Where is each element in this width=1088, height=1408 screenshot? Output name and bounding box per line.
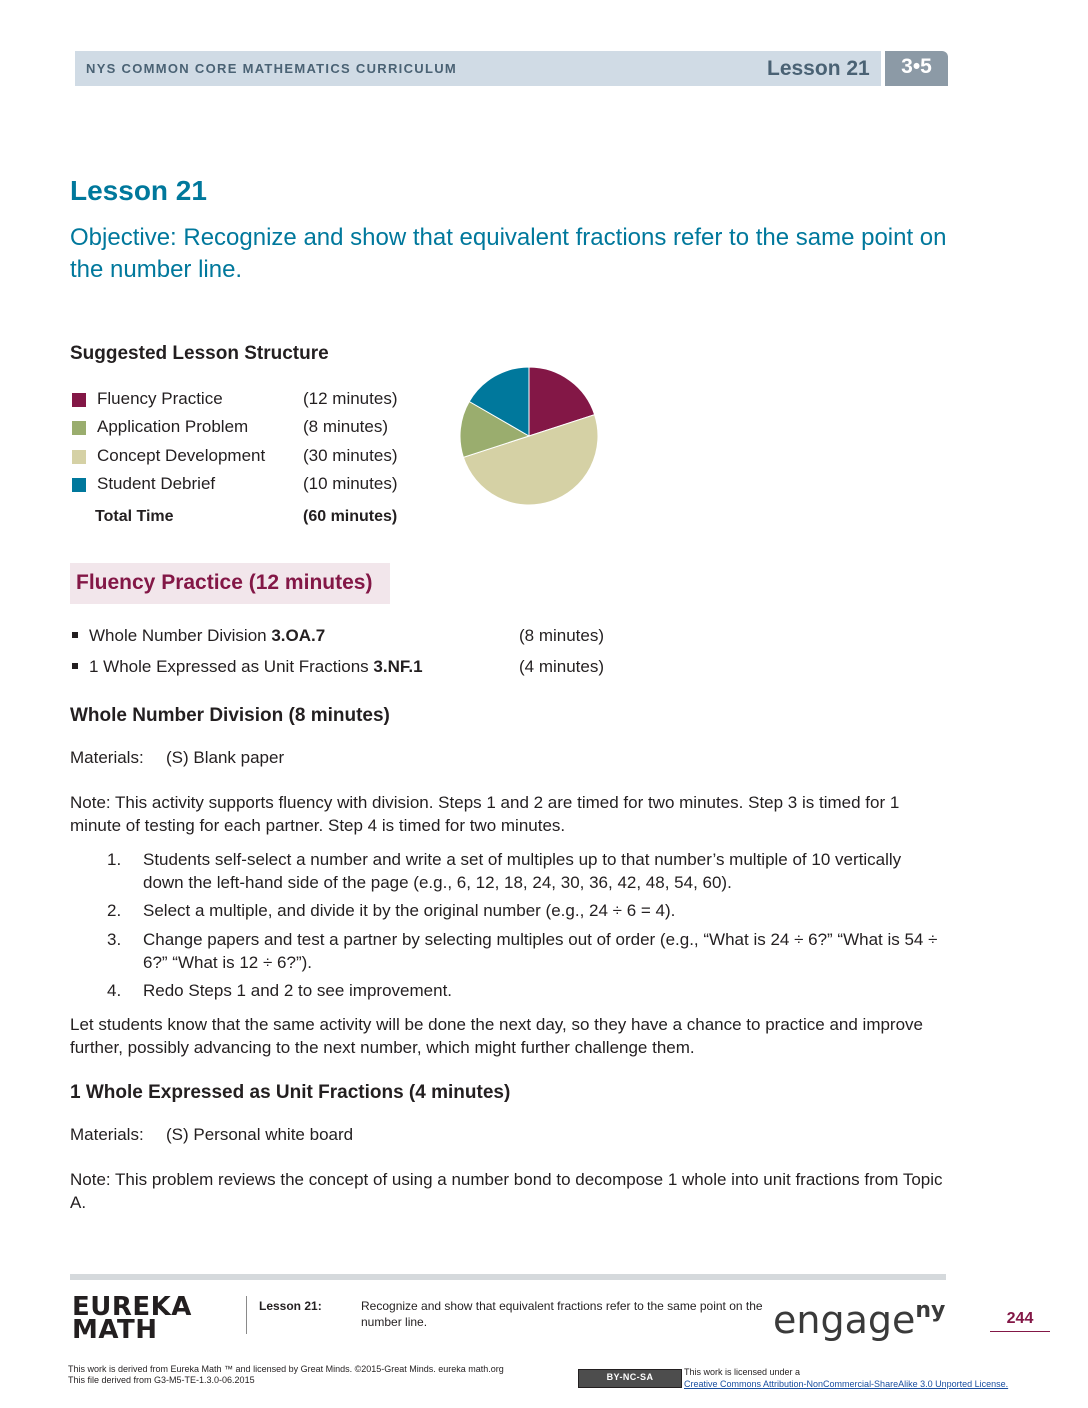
structure-row-time: (8 minutes) bbox=[303, 417, 389, 436]
materials-label: Materials: bbox=[70, 748, 144, 767]
legend-swatch bbox=[72, 478, 86, 492]
unit-fractions-heading: 1 Whole Expressed as Unit Fractions (4 minutes) bbox=[70, 1082, 511, 1103]
total-time-value: (60 minutes) bbox=[303, 508, 398, 525]
structure-row bbox=[72, 446, 432, 470]
eureka-math-logo: EUREKA MATH bbox=[72, 1292, 192, 1345]
unit-fractions-materials bbox=[70, 1123, 950, 1147]
module-badge-label: 3•5 bbox=[901, 55, 932, 78]
footer-divider bbox=[70, 1274, 946, 1280]
structure-row bbox=[72, 417, 432, 441]
lesson-title: Lesson 21 bbox=[70, 175, 207, 206]
materials-value: (S) Blank paper bbox=[166, 748, 285, 767]
division-heading: Whole Number Division (8 minutes) bbox=[70, 705, 390, 726]
structure-row-time: (10 minutes) bbox=[303, 474, 398, 493]
step-item bbox=[107, 848, 947, 894]
fluency-item bbox=[72, 657, 632, 681]
step-text: Select a multiple, and divide it by the original number (e.g., 24 ÷ 6 = 4). bbox=[143, 901, 676, 920]
fluency-item bbox=[72, 626, 632, 650]
engageny-logo: engage$^{ny}$ bbox=[773, 1298, 946, 1342]
structure-row-name: Application Problem bbox=[97, 417, 249, 436]
header-lesson: Lesson 21 bbox=[767, 57, 870, 80]
structure-row-name: Student Debrief bbox=[97, 474, 216, 493]
total-time-label: Total Time bbox=[95, 508, 174, 525]
footer-lesson-label: Lesson 21: bbox=[259, 1299, 322, 1313]
structure-row-time: (12 minutes) bbox=[303, 389, 398, 408]
objective: Objective: Recognize and show that equivalent fractions refer to the same point on the number line. bbox=[70, 224, 947, 283]
square-bullet-icon bbox=[72, 663, 78, 669]
step-text: Redo Steps 1 and 2 to see improvement. bbox=[143, 981, 453, 1000]
legend-swatch bbox=[72, 421, 86, 435]
license-notice: This work is derived from Eureka Math ™ and licensed by Great Minds. ©2015-Great Minds. eureka math.org This file derived from G3-M5-TE-1.3.0-06.2015 bbox=[68, 1364, 504, 1385]
legend-swatch bbox=[72, 450, 86, 464]
standard-code: 3.OA.7 bbox=[271, 626, 326, 645]
license-link[interactable]: Creative Commons Attribution-NonCommercial-ShareAlike 3.0 Unported License. bbox=[684, 1379, 1009, 1389]
step-number: 1. bbox=[107, 850, 122, 869]
fluency-heading: Fluency Practice (12 minutes) bbox=[76, 571, 373, 594]
fluency-item-time: (8 minutes) bbox=[519, 626, 605, 645]
page-number-underline bbox=[990, 1331, 1050, 1332]
step-number: 2. bbox=[107, 901, 122, 920]
footer-lesson-description: Recognize and show that equivalent fractions refer to the same point on the number line. bbox=[361, 1299, 763, 1329]
fluency-item-text: 1 Whole Expressed as Unit Fractions 3.NF.1 bbox=[89, 657, 423, 676]
structure-heading: Suggested Lesson Structure bbox=[70, 343, 329, 364]
step-item bbox=[107, 928, 947, 974]
fluency-item-time: (4 minutes) bbox=[519, 657, 605, 676]
division-note: Note: This activity supports fluency with division. Steps 1 and 2 are timed for two minutes. Step 3 is timed for 1 minute of testing for each partner. Step 4 is timed for two minutes. bbox=[70, 793, 900, 835]
step-text: Students self-select a number and write a set of multiples up to that number’s multiple of 10 vertically down the left-hand side of the page (e.g., 6, 12, 18, 24, 30, 36, 42, 48, 54, 60). bbox=[143, 850, 902, 892]
structure-row bbox=[72, 389, 432, 413]
division-materials bbox=[70, 746, 950, 770]
unit-fractions-note: Note: This problem reviews the concept of using a number bond to decompose 1 whole into unit fractions from Topic A. bbox=[70, 1170, 943, 1212]
page-number: 244 bbox=[1006, 1310, 1034, 1327]
curriculum-title: NYS COMMON CORE MATHEMATICS CURRICULUM bbox=[86, 61, 458, 76]
footer-separator bbox=[246, 1296, 247, 1334]
step-text: Change papers and test a partner by selecting multiples out of order (e.g., “What is 24 ÷ 6?” “What is 54 ÷ 6?” “What is 12 ÷ 6?”). bbox=[143, 930, 938, 972]
step-item bbox=[107, 979, 947, 1002]
step-item bbox=[107, 899, 947, 922]
materials-label: Materials: bbox=[70, 1125, 144, 1144]
standard-code: 3.NF.1 bbox=[373, 657, 423, 676]
structure-row-name: Concept Development bbox=[97, 446, 266, 465]
structure-row-name: Fluency Practice bbox=[97, 389, 223, 408]
step-number: 3. bbox=[107, 930, 122, 949]
fluency-item-text: Whole Number Division 3.OA.7 bbox=[89, 626, 326, 645]
division-closing: Let students know that the same activity will be done the next day, so they have a chance to practice and improve further, possibly advancing to the next number, which might further challenge them. bbox=[70, 1015, 924, 1057]
structure-row bbox=[72, 474, 432, 498]
cc-badge-label: BY-NC-SA bbox=[606, 1372, 654, 1382]
legend-swatch bbox=[72, 393, 86, 407]
lesson-structure-pie-chart bbox=[459, 366, 599, 506]
materials-value: (S) Personal white board bbox=[166, 1125, 354, 1144]
license-statement: This work is licensed under a Creative Commons Attribution-NonCommercial-ShareAlike 3.0 Unported License. bbox=[684, 1367, 1009, 1389]
step-number: 4. bbox=[107, 981, 122, 1000]
structure-row-time: (30 minutes) bbox=[303, 446, 398, 465]
square-bullet-icon bbox=[72, 632, 78, 638]
